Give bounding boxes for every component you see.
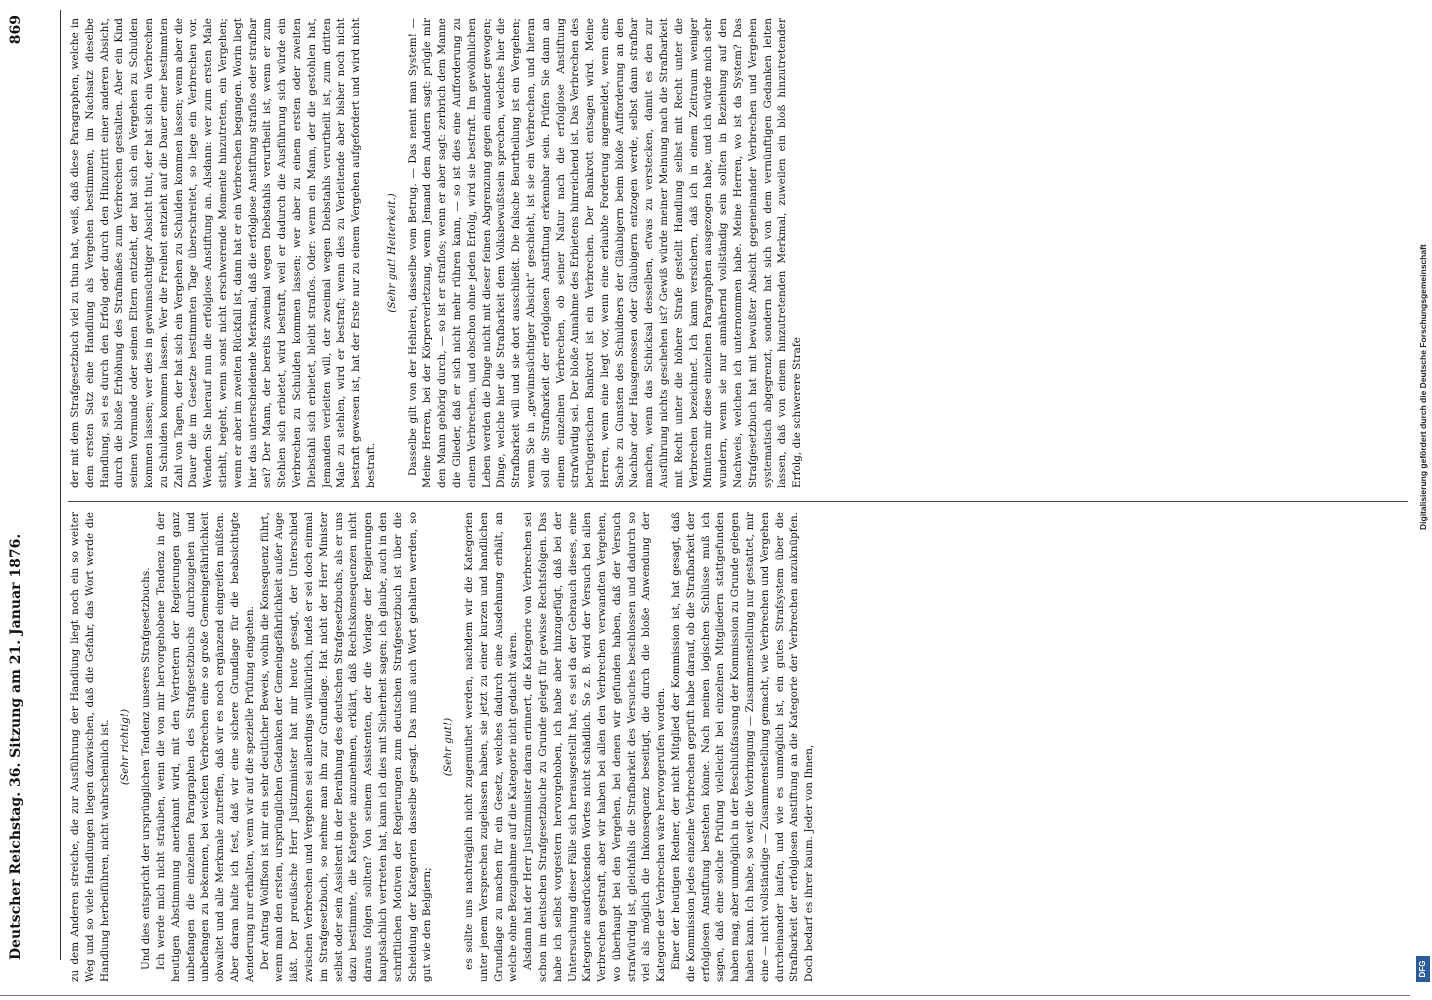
running-header: Deutscher Reichstag. 36. Sitzung am 21. Januar 1876. [8, 533, 24, 960]
text-column-second [68, 18, 1408, 488]
paragraph: Einer der heutigen Redner, der nicht Mitglied der Kommission ist, hat gesagt, daß die Kommission jedes einzelne Verbrechen geprüft habe darauf, ob die Strafbarkeit der erfolglosen Anstiftung bestehen könne. Nach meinen logischen Schlüsse muß ich sagen, daß eine solche Prüfung vielleicht bei einzelnen Mitgliedern stattgefunden haben mag, aber unmöglich in der Beschlußfassung der Kommission zu Grunde gelegen haben kann. Ich habe, so weit die Vorbringung — Zusammenstellung nur gestattet, mir eine — nicht vollständige — Zusammenstellung gemacht, wie Verbrechen und Vergehen durcheinander laufen, und wie es unmöglich ist, ein gutes Strafsystem über die Strafbarkeit der erfolglosen Anstiftung an die Kategorie der Verbrechen anzuknüpfen. Doch bedarf es ihrer kaum. Jeder von Ihnen, [670, 512, 816, 982]
paragraph: es sollte uns nachträglich nicht zugemuthet werden, nachdem wir die Kategorien unter jenem Versprechen zugelassen haben, sie jetzt zu einer kurzen und handlichen Grundlage zu machen für ein Gesetz, welches dadurch eine Ausdehnung erhält, an welche ohne Bezugnahme auf die Kategorie nicht gedacht wären. [462, 512, 520, 982]
interjection: (Sehr richtig!) [119, 708, 132, 786]
paragraph: Der Antrag Wolffson ist mir ein sehr deutlicher Beweis, wohin die Konsequenz führt, wenn man den ersten, ursprünglichen Gedanken der Gemeingefährlichkeit außer Auge läßt. Der preußische Herr Justizminister hat mir heute gesagt, der Unterschied zwischen Verbrechen und Vergehen sei allerdings willkürlich, indeß er sei doch einmal im Strafgesetzbuch, so nehme man ihn zur Grundlage. Hat nicht der Herr Minister selbst oder sein Assistent in der Berathung des deutschen Strafgesetzbuchs, als er uns dazu bestimmte, die Kategorie anzunehmen, erklärt, daß Rechtskonsequenzen nicht daraus folgen sollten? Von seinem Assistenten, der die Vorlage der Regierungen hauptsächlich vertreten hat, kann ich dies mit Sicherheit sagen; ich glaube, auch in den schriftlichen Motiven der Regierungen zum deutschen Strafgesetzbuch ist über die Scheidung der Kategorien dasselbe gesagt. Das muß auch Wort gehalten werden, so gut wie den Belgiern; [258, 512, 434, 982]
page-number: 869 [8, 15, 24, 45]
paragraph: Und dies entspricht der ursprünglichen Tendenz unseres Strafgesetzbuchs. [140, 567, 153, 970]
column-divider [68, 501, 1408, 502]
digitization-credit: Digitalisierung gefördert durch die Deutsche Forschungsgemeinschaft [1418, 244, 1428, 530]
paragraph: zu dem Anderen streiche, die zur Ausführung der Handlung liegt noch ein so weiter Weg und so viele Handlungen liegen dazwischen, daß die Gefahr, das Wort werde die Handlung herbeiführen, nicht wahrscheinlich ist. [69, 512, 111, 982]
page-edge-line [0, 995, 1432, 996]
text-column-first [68, 512, 1408, 982]
paragraph: der mit dem Strafgesetzbuch viel zu thun hat, weiß, daß diese Paragraphen, welche in dem ersten Satz eine Handlung als Vergehen bestimmen, im Nachsatz dieselbe Handlung, sei es durch den Erfolg oder durch den Hinzutritt einer anderen Absicht, durch die bloße Erhöhung des Strafmaßes zum Verbrechen gestalten. Aber ein Kind seinen Vormunde oder seinen Eltern entzieht, der hat sich ein Vergehen zu Schulden kommen lassen; wer dies in gewinnsüchtiger Absicht thut, der hat sich ein Verbrechen zu Schulden kommen lassen. Wer die Freiheit entzieht auf die Dauer einer bestimmten Zahl von Tagen, der hat sich ein Vergehen zu Schulden kommen lassen; wenn aber die Dauer die im Gesetze bestimmten Tage überschreitet, so liege ein Verbrechen vor. Wenden Sie hierauf nun die erfolglose Anstiftung an. Alsdann: wer zum ersten Male stiehlt, begeht, wenn sonst nicht erschwerende Momente hinzutreten, ein Vergehen; wenn er aber im zweiten Rückfall ist, dann hat er ein Verbrechen begangen. Worin liegt hier das unterscheidende Merkmal, daß die erfolglose Anstiftung straflos oder strafbar sei? Der Mann, der bereits zweimal wegen Diebstahls verurtheilt ist, wenn er zum Stehlen sich erbietet, wird bestraft, weil er dadurch die Ausführung sich würde ein Verbrechen zu Schulden kommen lassen; wer aber zu einem ersten oder zweiten Diebstahl sich erbietet, bleibt straflos. Oder: wenn ein Mann, der die gestohlen hat, Jemanden verleiten will, der zweimal wegen Diebstahls verurtheilt ist, zum dritten Male zu stehlen, wird er bestraft; wenn dies zu Verleitende aber bisher noch nicht bestraft gewesen ist, hat der Erste nur zu einem Vergehen aufgefordert und wird nicht bestraft. [69, 18, 377, 488]
paragraph: Dasselbe gilt von der Hehlerei, dasselbe vom Betrug. — Das nennt man System! — Meine Herren, bei der Körperverletzung, wenn Jemand dem Andern sagt: prügle mir den Mann gehörig durch, — so ist er straflos; wenn er aber sagt: zerbrich dem Manne die Glieder, daß er sich nicht mehr rühren kann, — so ist dies eine Aufforderung zu einem Verbrechen, und obschon ohne jeden Erfolg, wird sie bestraft. Im gewöhnlichen Leben werden die Dinge nicht mit dieser feinen Abgrenzung gegen einander gewogen; Dinge, welche hier die Strafbarkeit dem Volksbewußtsein sprechen, welches hier die Strafbarkeit will und sie dort ausschließt. Die falsche Beurtheilung ist ein Vergehen; wenn Sie in „gewinnsüchtiger Absicht“ geschieht, ist sie ein Verbrechen, und hieran soll die Strafbarkeit der erfolglosen Anstiftung erkennbar sein. Prüfen Sie dann an einem einzelnen Verbrechen, ob seiner Natur nach die erfolglose Anstiftung strafwürdig sei. Der bloße Annahme des Erbietens hinreichend ist. Das Verbrechen des betrügerischen Bankrott ist ein Verbrechen. Der Bankrott entsagen wird. Meine Herren, wenn eine liegt vor, wenn eine erlaubte Forderung angemeldet, wenn eine Sache zu Gunsten des Schuldners der Gläubigern beim bloße Aufforderung an den Nachbar oder Hausgenossen oder Gläubigern entzogen werde, selbst dann strafbar machen, wenn das Schicksal desselben, etwas zu verstecken, damit es den zur Ausführung nichts geschehen ist? Gewiß würde meiner Meinung nach die Strafbarkeit mit Recht unter die höhere Strafe gestellt Handlung selbst mit Recht unter die Verbrechen bezeichnet. Ich kann versichern, daß ich in einem Zeitraum weniger Minuten mir diese einzelnen Paragraphen ausgezogen habe, und ich würde mich sehr wundern, wenn sie nur annähernd vollständig sein sollten in Beziehung auf den Nachweis, welchen ich unternommen habe. Meine Herren, wo ist da System? Das Strafgesetzbuch hat mit bewußter Absicht gegeneinander Verbrechen und Vergehen systematisch abgegrenzt, sondern hat sich von dem vernünftigen Gedanken leiten lassen, daß von einem hinzutretenden Merkmal, zuweilen ein bloß hinzutretender Erfolg, die schwerere Strafe [406, 18, 804, 488]
paragraph: Alsdann hat der Herr Justizminister daran erinnert, die Kategorie von Verbrechen sei schon im deutschen Strafgesetzbuche zu Grunde gelegt für gewisse Rechtsfolgen. Das habe ich selbst vorgestern hervorgehoben, ich habe aber hinzugefügt, daß bei der Untersuchung dieser Fälle sich herausgestellt hat, es sei da der Gebrauch dieses, eine Kategorie ausdrückenden Wortes nicht schädlich. So z. B. wird der Versuch bei allen Verbrechen gestraft, aber wir haben bei allen den Verbrechen verwandten Vergehen, wo überhaupt bei den Vergehen, bei denen wir gefunden haben, daß der Versuch strafwürdig ist, gleichfalls die Strafbarkeit des Versuches beschlossen und dadurch so viel als möglich die Inkonsequenz beseitigt, die durch die bloße Anwendung der Kategorie der Verbrechen wäre hervorgerufen worden. [522, 512, 668, 982]
header-rule [60, 10, 61, 960]
interjection: (Sehr gut!) [442, 717, 455, 777]
paragraph: Ich werde mich nicht sträuben, wenn die von mir hervorgehobene Tendenz in der heutigen Abstimmung anerkannt wird, mit den Vertretern der Regierungen ganz unbefangen die einzelnen Paragraphen des Strafgesetzbuchs durchzugehen und unbefangen zu bekennen, bei welchen Verbrechen eine so große Gemeingefährlichkeit obwaltet und alle Merkmale zutreffen, daß wir es noch ergänzend eingreifen müßten. Aber daran halte ich fest, daß wir eine sichere Grundlage für die beabsichtigte Aenderung nur erhalten, wenn wir auf die spezielle Prüfung eingehen. [154, 512, 256, 982]
dfg-logo: DFG [1416, 956, 1430, 982]
interjection: (Sehr gut! Heiterkeit.) [385, 193, 398, 313]
